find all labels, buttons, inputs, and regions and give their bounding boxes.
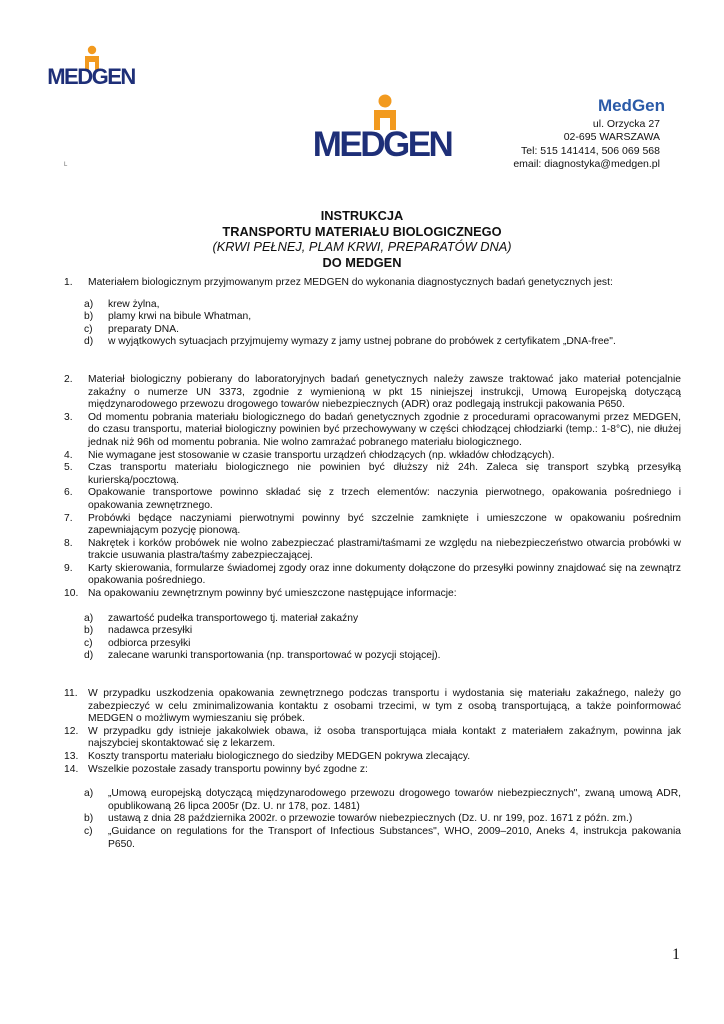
sub-item bbox=[64, 311, 681, 324]
title-line-4: DO MEDGEN bbox=[322, 254, 402, 270]
sub-item bbox=[64, 625, 681, 638]
item-text: Nakrętek i korków probówek nie wolno zabezpieczać plastrami/taśmami ze względu na niebezpieczeństwo otwarcia probówki w trakcie usuwania plastra/taśmy zabezpieczającej. bbox=[88, 537, 681, 562]
sub-item bbox=[64, 299, 681, 312]
list-item bbox=[64, 751, 681, 764]
medgen-logo-large bbox=[306, 94, 458, 158]
item-number: 6. bbox=[64, 487, 73, 499]
list-item bbox=[64, 487, 681, 512]
document-title bbox=[0, 208, 724, 270]
item-text: Od momentu pobrania materiału biologicznego do badań genetycznych zgodnie z procedurami opracowanymi przez MEDGEN, do czasu transportu, materiał biologiczny powinien być przechowywany w części chłodzącej chłodziarki (temp.: 1-8°C), nie dłużej jednak niż 96h od momentu pobrania. Nie wolno zamrażać pobranego materiału biologicznego. bbox=[88, 411, 681, 448]
item-text: Opakowanie transportowe powinno składać się z trzech elementów: naczynia pierwotnego, opakowania pośredniego i opakowania zewnętrznego. bbox=[88, 487, 681, 511]
sub-text: nadawca przesyłki bbox=[108, 625, 193, 637]
list-item bbox=[64, 412, 681, 450]
person-figure-icon bbox=[46, 44, 136, 86]
sub-item bbox=[64, 650, 681, 663]
email[interactable]: email: diagnostyka@medgen.pl bbox=[513, 158, 660, 171]
sub-item bbox=[64, 788, 681, 813]
brand-name: MedGen bbox=[597, 96, 665, 115]
item-text: Karty skierowania, formularze świadomej zgody oraz inne dokumenty dołączone do przesyłki powinny znajdować się na zewnątrz opakowania pośredniego. bbox=[88, 562, 681, 587]
item-number: 2. bbox=[64, 373, 73, 385]
item-text: Na opakowaniu zewnętrznym powinny być umieszczone następujące informacje: bbox=[88, 588, 457, 600]
list-item bbox=[64, 450, 681, 463]
sub-letter: c) bbox=[84, 323, 93, 335]
sub-text: zalecane warunki transportowania (np. transportować w pozycji stojącej). bbox=[108, 650, 441, 662]
title-line-2: TRANSPORTU MATERIAŁU BIOLOGICZNEGO bbox=[222, 223, 502, 239]
instruction-body bbox=[64, 277, 681, 851]
item-text: Czas transportu materiału biologicznego nie powinien być dłuższy niż 24h. Zaleca się transport szybką przesyłką kurierską/pocztową. bbox=[88, 462, 681, 486]
page-number: 1 bbox=[672, 946, 680, 963]
sub-item bbox=[64, 324, 681, 337]
item-number: 3. bbox=[64, 411, 73, 423]
item-text: Materiał biologiczny pobierany do laboratoryjnych badań genetycznych należy zawsze traktować jako materiał potencjalnie zakaźny o numerze UN 3373, zgodnie z wymienioną w pkt 15 niniejszej instrukcji, Umową Europejską dotyczącą międzynarodowego przewozu drogowego towarów niebezpiecznych (ADR) oraz podlegają instrukcji pakowania P650. bbox=[88, 373, 681, 411]
title-line-3: (KRWI PEŁNEJ, PLAM KRWI, PREPARATÓW DNA) bbox=[212, 239, 512, 254]
logo-small-text: MEDGEN bbox=[47, 64, 135, 86]
sub-letter: a) bbox=[84, 788, 94, 800]
sub-text: plamy krwi na bibule Whatman, bbox=[108, 311, 252, 323]
sub-letter: a) bbox=[84, 298, 94, 310]
item-number: 12. bbox=[64, 725, 79, 737]
address-city: 02-695 WARSZAWA bbox=[563, 131, 660, 144]
person-figure-icon bbox=[306, 94, 458, 158]
sub-item bbox=[64, 826, 681, 851]
item-number: 5. bbox=[64, 462, 73, 474]
sub-text: ustawą z dnia 28 października 2002r. o przewozie towarów niebezpiecznych (Dz. U. nr 199, poz. 1671 z późn. zm.) bbox=[108, 813, 633, 825]
item-number: 14. bbox=[64, 763, 79, 775]
item-text: Koszty transportu materiału biologicznego do siedziby MEDGEN pokrywa zlecający. bbox=[88, 751, 471, 762]
item-number: 8. bbox=[64, 537, 73, 549]
sub-text: krew żylna, bbox=[108, 298, 160, 310]
list-item bbox=[64, 538, 681, 563]
item-number: 13. bbox=[64, 751, 79, 762]
sub-text: „Umową europejską dotyczącą międzynarodowego przewozu drogowego towarów niebezpiecznych", zwaną umową ADR, opublikowaną 26 lipca 2005r (Dz. U. nr 178, poz. 1481) bbox=[108, 788, 681, 812]
list-item bbox=[64, 374, 681, 412]
sub-item bbox=[64, 613, 681, 626]
item-number: 10. bbox=[64, 588, 79, 600]
item-number: 11. bbox=[64, 688, 78, 700]
list-item bbox=[64, 563, 681, 588]
item-text: W przypadku gdy istnieje jakakolwiek obawa, iż osoba transportująca miała kontakt z materiałem zakaźnym, powinna jak najszybciej skontaktować się z lekarzem. bbox=[88, 725, 681, 750]
sub-letter: d) bbox=[84, 650, 94, 662]
sub-text: „Guidance on regulations for the Transport of Infectious Substances", WHO, 2009–2010, Aneks 4, instrukcja pakowania P650. bbox=[108, 825, 681, 850]
list-item bbox=[64, 277, 681, 290]
sub-letter: a) bbox=[84, 612, 94, 624]
sub-item bbox=[64, 336, 681, 349]
item-number: 1. bbox=[64, 277, 73, 288]
list-item bbox=[64, 513, 681, 538]
sub-letter: c) bbox=[84, 825, 93, 837]
item-number: 4. bbox=[64, 449, 73, 461]
item-text: W przypadku uszkodzenia opakowania zewnętrznego podczas transportu i wydostania się materiału zakaźnego, należy go zabezpieczyć w celu zminimalizowania kontaktu z osobami trzecimi, w tym z osobą transportującą, a także poinformować MEDGEN o możliwym wymieszaniu się próbek. bbox=[88, 688, 681, 725]
sub-letter: b) bbox=[84, 813, 94, 825]
list-item bbox=[64, 588, 681, 601]
list-item bbox=[64, 726, 681, 751]
sub-letter: c) bbox=[84, 637, 93, 649]
sub-text: w wyjątkowych sytuacjach przyjmujemy wymazy z jamy ustnej pobrane do probówek z certyfikatem „DNA-free". bbox=[108, 336, 616, 348]
phone: Tel: 515 141414, 506 069 568 bbox=[521, 144, 660, 157]
sub-text: odbiorca przesyłki bbox=[108, 637, 191, 649]
item-number: 9. bbox=[64, 562, 73, 574]
sub-text: zawartość pudełka transportowego tj. materiał zakaźny bbox=[108, 612, 359, 624]
sub-letter: b) bbox=[84, 311, 94, 323]
item-text: Probówki będące naczyniami pierwotnymi powinny być szczelnie zamknięte i umieszczone w opakowaniu pośrednim zapewniającym pozycję pionową. bbox=[88, 512, 681, 537]
logo-large-text: MEDGEN bbox=[312, 125, 452, 158]
item-text: Wszelkie pozostałe zasady transportu powinny być zgodne z: bbox=[88, 763, 368, 775]
item-text: Materiałem biologicznym przyjmowanym przez MEDGEN do wykonania diagnostycznych badań genetycznych jest: bbox=[88, 277, 613, 288]
address-block bbox=[513, 118, 660, 172]
medgen-logo-small bbox=[46, 44, 136, 86]
sub-letter: d) bbox=[84, 336, 94, 348]
sub-text: preparaty DNA. bbox=[108, 323, 179, 335]
sub-letter: b) bbox=[84, 625, 94, 637]
sub-item bbox=[64, 638, 681, 651]
list-item bbox=[64, 688, 681, 726]
item-number: 7. bbox=[64, 512, 73, 524]
list-item bbox=[64, 462, 681, 487]
title-line-1: INSTRUKCJA bbox=[320, 208, 404, 223]
list-item bbox=[64, 764, 681, 777]
sub-item bbox=[64, 813, 681, 826]
tiny-mark: L bbox=[64, 162, 68, 168]
address-street: ul. Orzycka 27 bbox=[592, 118, 660, 130]
item-text: Nie wymagane jest stosowanie w czasie transportu urządzeń chłodzących (np. wkładów chłodzących). bbox=[88, 449, 555, 461]
